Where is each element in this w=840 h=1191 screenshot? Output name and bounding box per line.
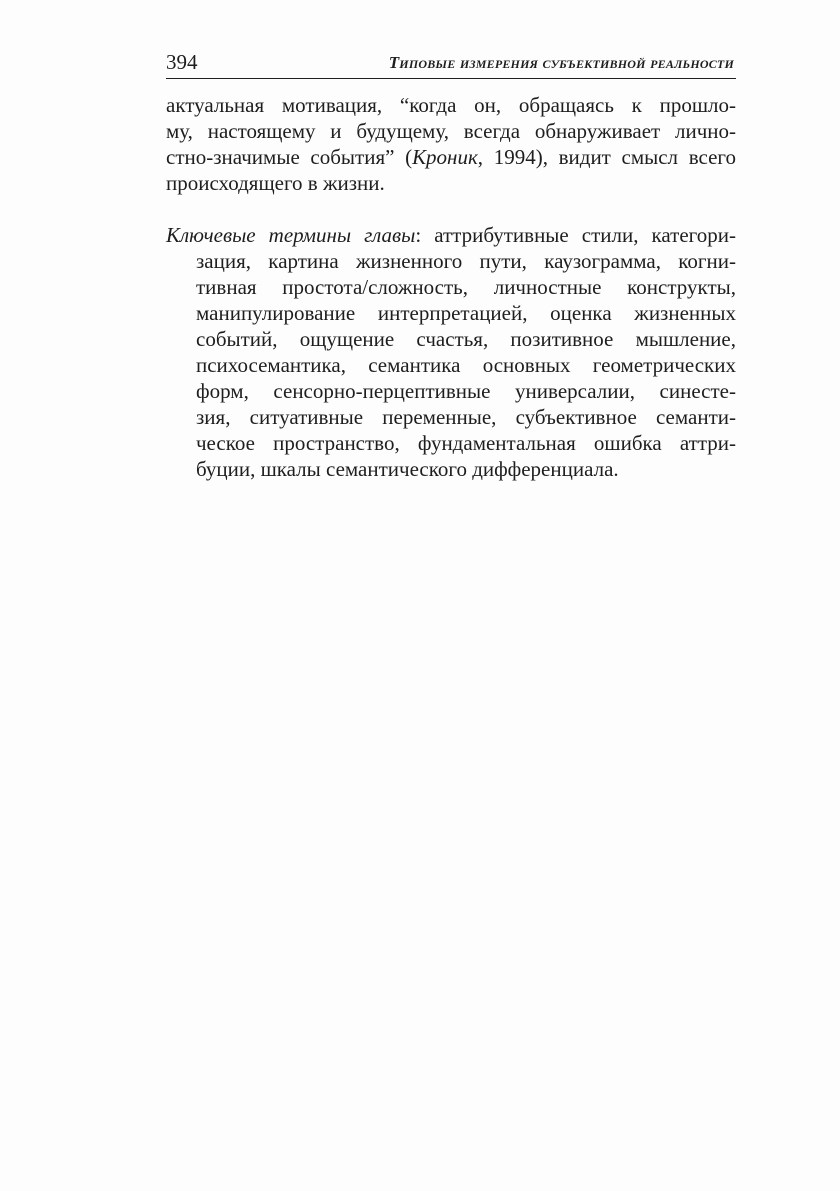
text-line (166, 144, 736, 170)
running-title: Типовые измерения субъективной реальности (388, 53, 734, 72)
text-line (166, 222, 736, 248)
key-terms-label: Ключевые термины главы (166, 223, 416, 247)
text-line: ческое пространство, фундаментальная ошибка аттри- (196, 431, 736, 455)
text-fragment: стно-значимые события” ( (166, 145, 413, 169)
text-line: тивная простота/сложность, личностные конструкты, (196, 275, 736, 299)
text-fragment: , 1994), видит смысл всего (477, 145, 736, 169)
text-line: происходящего в жизни. (166, 171, 385, 195)
text-line: актуальная мотивация, “когда он, обращаясь к прошло- (166, 93, 736, 117)
text-line: манипулирование интерпретацией, оценка жизненных (196, 301, 736, 325)
text-line: зия, ситуативные переменные, субъективное семанти- (196, 405, 736, 429)
key-terms-paragraph (166, 222, 736, 482)
page-number: 394 (166, 50, 198, 74)
author-citation: Кроник (412, 145, 478, 169)
running-header (166, 50, 736, 79)
text-line: событий, ощущение счастья, позитивное мышление, (196, 327, 736, 351)
text-line: буции, шкалы семантического дифференциала. (196, 457, 619, 481)
text-fragment: : аттрибутивные стили, категори- (415, 223, 737, 247)
text-line: му, настоящему и будущему, всегда обнаруживает лично- (166, 119, 736, 143)
text-line: форм, сенсорно-перцептивные универсалии, синесте- (196, 379, 736, 403)
text-line: психосемантика, семантика основных геометрических (196, 353, 736, 377)
text-line: зация, картина жизненного пути, каузограмма, когни- (196, 249, 736, 273)
paragraph-motivation (166, 92, 736, 196)
